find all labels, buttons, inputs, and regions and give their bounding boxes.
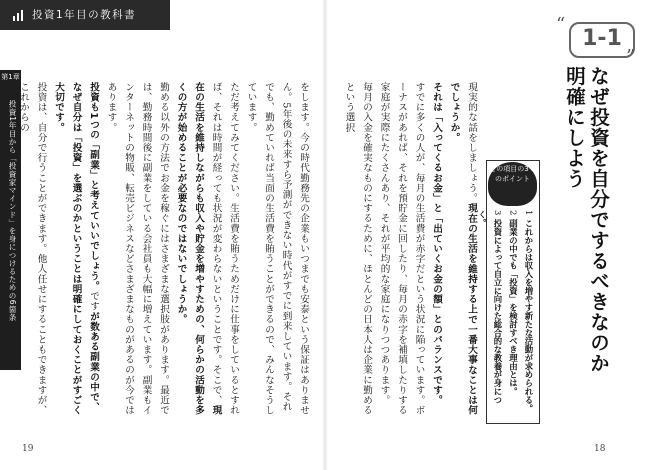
paragraph [375, 82, 428, 417]
section-number: 1-1 [582, 26, 622, 51]
chapter-title: 投資1年目から「投資家マインド」を身につけるための6箇条 [8, 100, 17, 322]
point-text: 投資によって自立に向けた総合的な教養が身につく。 [477, 210, 503, 404]
text-run: すでに多くの人が、毎月の生活費が赤字だという状況に陥っています。ボーナスがあれば、それを預貯金に回したり、毎月の赤字を補填したりする家庭が実際にたくさんあり、それが平均的な家庭になりつつあります。 [378, 81, 425, 415]
paragraph [102, 82, 172, 417]
bold-text: 現在の生活を維持する上で一番大事なことは何でしょうか。 [448, 81, 477, 415]
point-number: 3 [493, 210, 503, 216]
bold-text: が数ある副業の中で、なぜ自分は「投資」を選ぶのかということは明確にしておくことがすごく大切です。 [53, 81, 99, 415]
text-run: 毎月の入金を確実なものにするために、ほとんどの日本人は企業に勤めるという選択 [343, 81, 372, 415]
point-text: これからは収入を増やす新たな活動が求められる。 [524, 219, 534, 413]
paragraph [242, 82, 312, 417]
text-run: をします。今の時代勤務先の企業もいつまでも安泰という保証はありません。5年後の未来すら予測ができない時代がすでに到来しています。それでも、勤めていれば当面の生活費を賄うことができるので、みんなそうしています。 [245, 81, 309, 415]
text-run: ただ考えてみてください。生活費を賄うためだけに仕事をしているとすれば、それは時間が経っても状況が変わらないということです。そこで、 [210, 81, 239, 415]
book-logo-icon [12, 8, 26, 22]
point-item-3 [474, 210, 505, 418]
points-list [477, 210, 536, 418]
point-item-2 [505, 210, 521, 418]
point-number: 2 [508, 210, 519, 216]
bold-text: 現在の生活を維持しながらも収入や貯金を増やすための、何らかの活動を多くの方が始めることが必要なのではないでしょうか。 [175, 81, 222, 415]
points-heading: この項目の3つのポイント [488, 162, 537, 206]
section-title: なぜ投資を自分でするべきなのか明確にしよう [563, 66, 610, 374]
book-gutter [322, 0, 328, 470]
paragraph [15, 82, 50, 417]
point-item-1 [521, 210, 537, 418]
right-body-text [343, 72, 480, 417]
badge-open-quote: “ [556, 14, 566, 35]
badge-close-quote: ” [626, 46, 636, 67]
point-number: 1 [524, 210, 534, 216]
chapter-label: 第1章 [1, 73, 20, 81]
left-body-text [18, 72, 312, 417]
bold-text: 投資も1つの「副業」と考えていいでしょう。 [88, 81, 99, 291]
book-title: 投資1年目の教科書 [32, 9, 137, 21]
book-header-bar [0, 0, 170, 30]
bold-text: それは「入ってくるお金」と「出ていくお金の額」とのバランスです。 [431, 81, 442, 405]
page-number-left: 19 [22, 444, 34, 454]
text-run: 投資は、自分で行うことができます。他人任せにすることもできますが、これからの [18, 81, 47, 415]
paragraph [428, 82, 446, 417]
text-run: 勤める以外の方法でお金を稼ぐにはさまざまな選択肢があります。最近では、勤務時間後に副業をしている会社員も大幅に増えています。副業もインターネットの物販、転売ビジネスなどさまざまなものがあるのが今ではあります。 [105, 81, 169, 415]
text-run: です [88, 290, 99, 311]
paragraph [172, 82, 242, 417]
text-run: 現実的な話をしましょう。 [466, 81, 477, 203]
paragraph [50, 82, 103, 417]
page-number-right: 18 [594, 444, 606, 454]
point-text: 副業の中でも「投資」を検討すべき理由とは。 [508, 219, 519, 396]
paragraph [340, 82, 375, 417]
